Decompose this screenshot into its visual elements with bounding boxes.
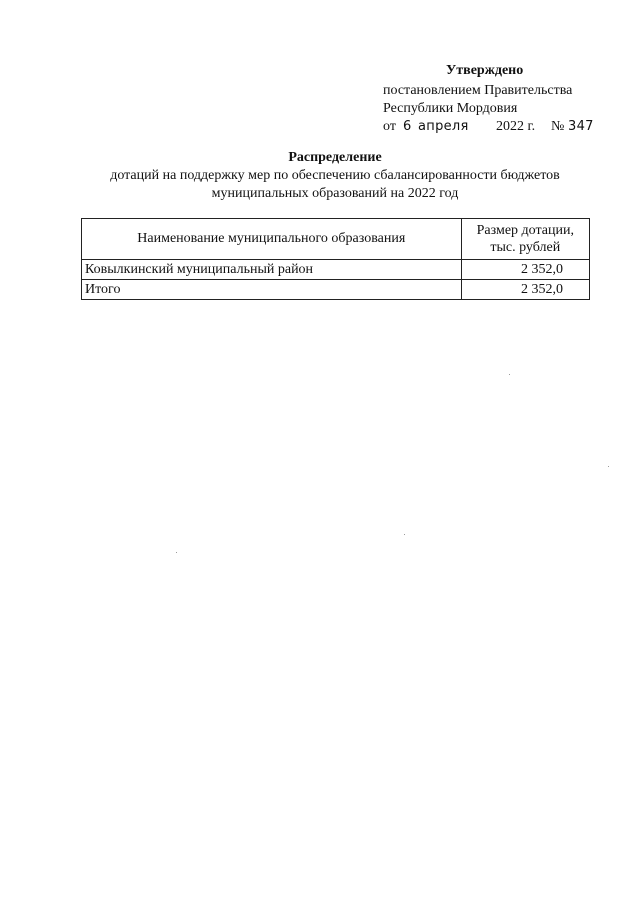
approval-line-1: постановлением Правительства: [383, 83, 573, 98]
row-municipality-name: Ковылкинский муниципальный район: [82, 260, 462, 280]
document-title: Распределение: [288, 150, 382, 165]
total-label: Итого: [82, 280, 462, 300]
document-subtitle-line-2: муниципальных образований на 2022 год: [211, 186, 459, 201]
header-municipality-name: Наименование муниципального образования: [82, 219, 462, 260]
table-header-row: [82, 219, 590, 260]
table-row: [82, 260, 590, 280]
date-month: апреля: [418, 119, 469, 134]
number-sign: №: [551, 119, 565, 134]
total-amount: 2 352,0: [461, 280, 589, 300]
scan-speck: [176, 552, 177, 553]
header-amount-line-1: Размер дотации,: [476, 223, 574, 238]
scan-speck: [608, 466, 609, 467]
approval-date-line: [383, 118, 613, 136]
scan-speck: [404, 534, 405, 535]
approval-line-2: Республики Мордовия: [383, 101, 518, 116]
date-from-label: от: [383, 119, 396, 134]
header-amount-line-2: тыс. рублей: [490, 240, 561, 255]
table-row-total: [82, 280, 590, 300]
approval-stamp-block: [383, 62, 613, 136]
date-year: 2022 г.: [496, 119, 536, 134]
distribution-table: [81, 218, 590, 300]
header-subsidy-amount: [461, 219, 589, 260]
date-day: 6: [403, 119, 412, 134]
resolution-number: 347: [568, 119, 594, 134]
scan-speck: [509, 374, 510, 375]
document-subtitle-line-1: дотаций на поддержку мер по обеспечению сбалансированности бюджетов: [110, 168, 560, 183]
row-subsidy-amount: 2 352,0: [461, 260, 589, 280]
approved-label: Утверждено: [446, 63, 524, 78]
document-heading: [80, 149, 590, 203]
